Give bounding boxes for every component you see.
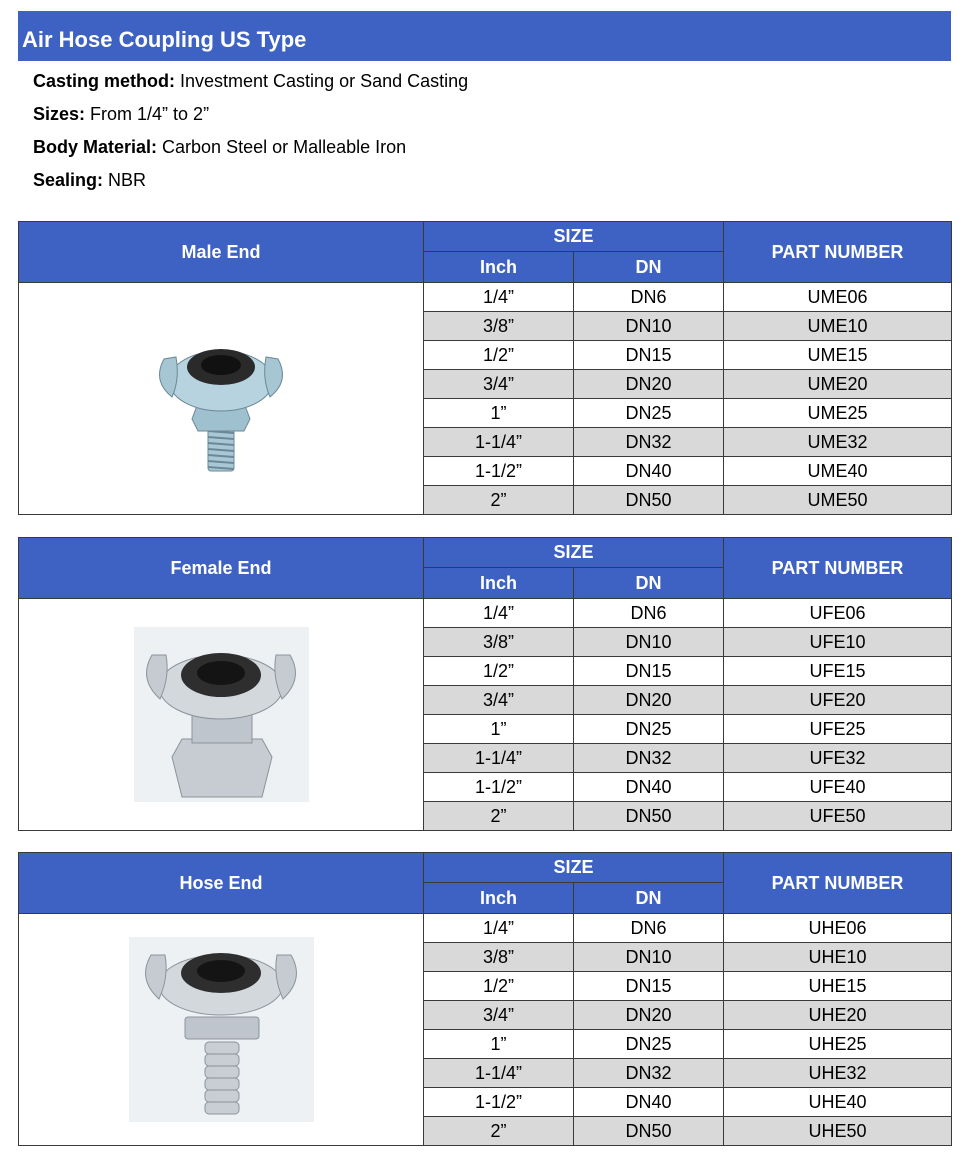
inch-header: Inch — [424, 568, 574, 599]
dn-cell: DN50 — [574, 802, 724, 831]
hose-end-coupling-photo — [19, 914, 424, 1146]
part-number-cell: UFE40 — [724, 773, 952, 802]
inch-cell: 1-1/4” — [424, 744, 574, 773]
part-number-cell: UME20 — [724, 370, 952, 399]
part-number-header: PART NUMBER — [724, 538, 952, 599]
spec-casting-method: Casting method: Investment Casting or Sand Casting — [33, 71, 469, 91]
dn-cell: DN25 — [574, 399, 724, 428]
hose-end-table — [18, 852, 952, 1146]
inch-cell: 3/8” — [424, 628, 574, 657]
dn-cell: DN20 — [574, 686, 724, 715]
dn-cell: DN50 — [574, 486, 724, 515]
part-number-cell: UFE15 — [724, 657, 952, 686]
inch-cell: 3/8” — [424, 943, 574, 972]
dn-cell: DN10 — [574, 628, 724, 657]
inch-header: Inch — [424, 883, 574, 914]
dn-cell: DN10 — [574, 312, 724, 341]
inch-cell: 1/2” — [424, 341, 574, 370]
part-number-cell: UME32 — [724, 428, 952, 457]
table-title: Hose End — [19, 853, 424, 914]
inch-cell: 3/4” — [424, 1001, 574, 1030]
female-end-coupling-photo — [19, 599, 424, 831]
inch-cell: 3/4” — [424, 370, 574, 399]
table-row — [19, 599, 952, 628]
table-title: Male End — [19, 222, 424, 283]
part-number-header: PART NUMBER — [724, 853, 952, 914]
dn-cell: DN25 — [574, 1030, 724, 1059]
male-end-table — [18, 221, 952, 515]
inch-cell: 2” — [424, 1117, 574, 1146]
inch-header: Inch — [424, 252, 574, 283]
part-number-cell: UFE10 — [724, 628, 952, 657]
spec-sizes: Sizes: From 1/4” to 2” — [33, 104, 210, 124]
inch-cell: 3/8” — [424, 312, 574, 341]
part-number-cell: UHE40 — [724, 1088, 952, 1117]
table-row — [19, 914, 952, 943]
inch-cell: 1-1/4” — [424, 1059, 574, 1088]
inch-cell: 1/4” — [424, 599, 574, 628]
inch-cell: 1-1/4” — [424, 428, 574, 457]
inch-cell: 1-1/2” — [424, 457, 574, 486]
inch-cell: 1” — [424, 1030, 574, 1059]
inch-cell: 3/4” — [424, 686, 574, 715]
part-number-header: PART NUMBER — [724, 222, 952, 283]
dn-cell: DN15 — [574, 657, 724, 686]
dn-header: DN — [574, 252, 724, 283]
inch-cell: 2” — [424, 486, 574, 515]
part-number-cell: UFE32 — [724, 744, 952, 773]
inch-cell: 1/2” — [424, 657, 574, 686]
dn-cell: DN32 — [574, 428, 724, 457]
part-number-cell: UFE25 — [724, 715, 952, 744]
part-number-cell: UHE32 — [724, 1059, 952, 1088]
dn-cell: DN32 — [574, 744, 724, 773]
inch-cell: 1/2” — [424, 972, 574, 1001]
part-number-cell: UHE15 — [724, 972, 952, 1001]
inch-cell: 1/4” — [424, 914, 574, 943]
spec-body-material: Body Material: Carbon Steel or Malleable Iron — [33, 137, 407, 157]
inch-cell: 1/4” — [424, 283, 574, 312]
part-number-cell: UME40 — [724, 457, 952, 486]
size-header: SIZE — [424, 853, 724, 883]
dn-cell: DN15 — [574, 341, 724, 370]
dn-cell: DN20 — [574, 370, 724, 399]
size-header: SIZE — [424, 222, 724, 252]
table-title: Female End — [19, 538, 424, 599]
part-number-cell: UHE50 — [724, 1117, 952, 1146]
female-end-table — [18, 537, 952, 831]
dn-cell: DN25 — [574, 715, 724, 744]
male-end-coupling-photo — [19, 283, 424, 515]
part-number-cell: UME15 — [724, 341, 952, 370]
part-number-cell: UHE10 — [724, 943, 952, 972]
inch-cell: 1” — [424, 715, 574, 744]
dn-cell: DN6 — [574, 599, 724, 628]
table-row — [19, 283, 952, 312]
part-number-cell: UME06 — [724, 283, 952, 312]
dn-cell: DN50 — [574, 1117, 724, 1146]
dn-cell: DN6 — [574, 914, 724, 943]
part-number-cell: UME50 — [724, 486, 952, 515]
part-number-cell: UFE06 — [724, 599, 952, 628]
part-number-cell: UHE25 — [724, 1030, 952, 1059]
dn-cell: DN40 — [574, 1088, 724, 1117]
page-title: Air Hose Coupling US Type — [18, 11, 951, 61]
dn-cell: DN32 — [574, 1059, 724, 1088]
dn-header: DN — [574, 883, 724, 914]
inch-cell: 2” — [424, 802, 574, 831]
dn-cell: DN20 — [574, 1001, 724, 1030]
dn-cell: DN15 — [574, 972, 724, 1001]
inch-cell: 1-1/2” — [424, 1088, 574, 1117]
dn-cell: DN40 — [574, 773, 724, 802]
part-number-cell: UFE50 — [724, 802, 952, 831]
part-number-cell: UHE20 — [724, 1001, 952, 1030]
size-header: SIZE — [424, 538, 724, 568]
dn-cell: DN40 — [574, 457, 724, 486]
dn-header: DN — [574, 568, 724, 599]
inch-cell: 1” — [424, 399, 574, 428]
inch-cell: 1-1/2” — [424, 773, 574, 802]
part-number-cell: UME25 — [724, 399, 952, 428]
part-number-cell: UHE06 — [724, 914, 952, 943]
part-number-cell: UFE20 — [724, 686, 952, 715]
dn-cell: DN6 — [574, 283, 724, 312]
part-number-cell: UME10 — [724, 312, 952, 341]
dn-cell: DN10 — [574, 943, 724, 972]
spec-sealing: Sealing: NBR — [33, 170, 147, 190]
